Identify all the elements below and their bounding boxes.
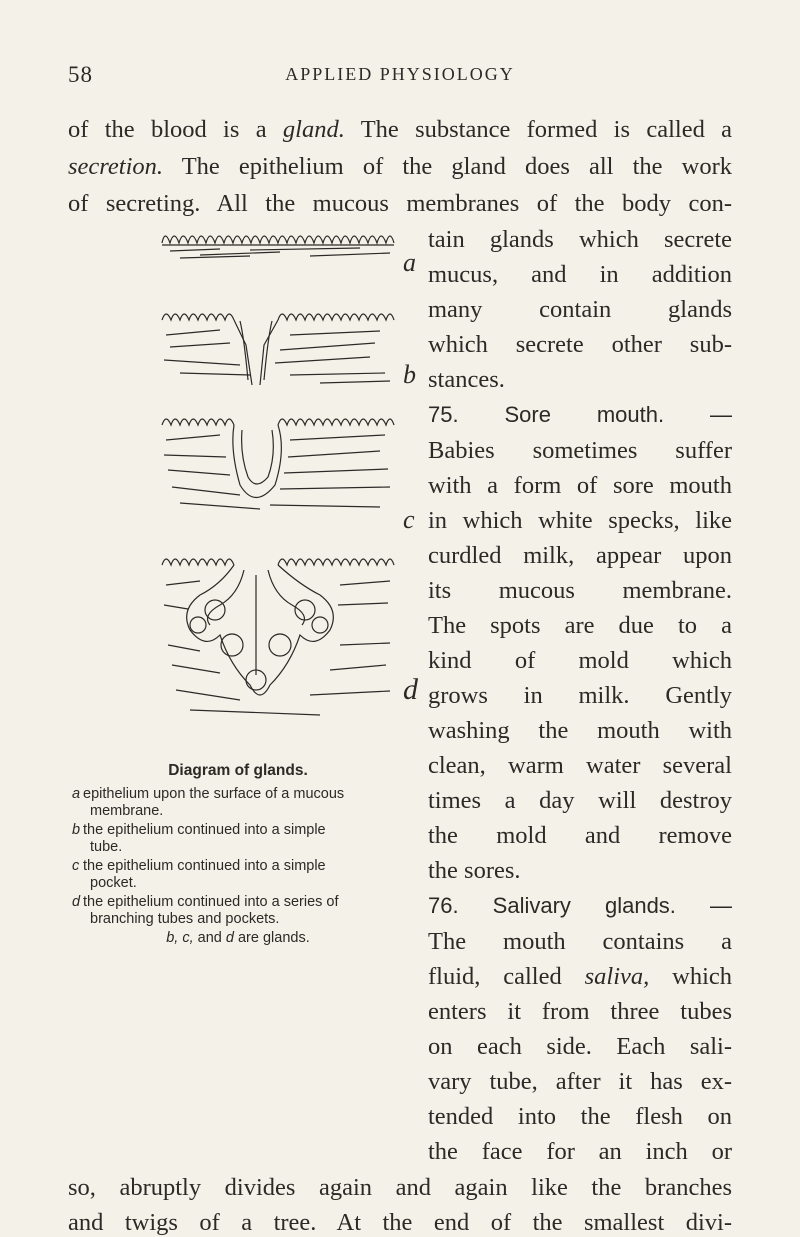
diagram-d <box>162 559 394 715</box>
text-line: of the blood is a gland. The substance formed is called a <box>68 116 732 143</box>
caption-closing: b, c, and d are glands. <box>166 930 310 946</box>
text-line: mucus, and in addition <box>428 261 732 288</box>
figure-label-c: c <box>403 505 415 534</box>
text-line: The spots are due to a <box>428 612 732 639</box>
text-line: its mucous membrane. <box>428 577 732 604</box>
text-line: tain glands which secrete <box>428 226 732 253</box>
text-line: many contain glands <box>428 296 732 323</box>
figure-label-d: d <box>403 673 418 706</box>
text-line: times a day will destroy <box>428 787 732 814</box>
text-line: washing the mouth with <box>428 717 732 744</box>
text-line: so, abruptly divides again and again like the branches <box>68 1174 732 1201</box>
caption-item: a epithelium upon the surface of a mucous membrane. <box>72 786 345 819</box>
text-line: stances. <box>428 366 505 393</box>
text-line: grows in milk. Gently <box>428 682 732 709</box>
text-line: The mouth contains a <box>428 928 732 955</box>
text-line: curdled milk, appear upon <box>428 542 732 569</box>
text-line: the mold and remove <box>428 822 732 849</box>
running-head: APPLIED PHYSIOLOGY <box>285 64 515 84</box>
text-line: of secreting. All the mucous membranes of the body con- <box>68 190 732 217</box>
text-line: tended into the flesh on <box>428 1103 732 1130</box>
page-number: 58 <box>68 62 93 87</box>
figure-label-a: a <box>403 248 416 277</box>
caption-item: b the epithelium continued into a simple tube. <box>72 822 326 855</box>
caption-item: c the epithelium continued into a simple pocket. <box>72 858 326 891</box>
text-line: Babies sometimes suffer <box>428 437 732 464</box>
text-line: clean, warm water several <box>428 752 732 779</box>
text-line: in which white specks, like <box>428 507 732 534</box>
section-heading-76: 76. Salivary glands. — <box>428 893 732 918</box>
text-line: the sores. <box>428 857 521 884</box>
text-line: and twigs of a tree. At the end of the smallest divi- <box>68 1209 732 1236</box>
text-line: fluid, called saliva, which <box>428 963 732 990</box>
section-heading-75: 75. Sore mouth. — <box>428 402 732 427</box>
figure-title: Diagram of glands. <box>168 762 308 779</box>
gland-diagram <box>160 225 400 740</box>
diagram-a <box>162 236 394 258</box>
text-line: vary tube, after it has ex- <box>428 1068 732 1095</box>
gland-diagram-svg <box>160 225 400 740</box>
text-line: with a form of sore mouth <box>428 472 732 499</box>
text-line: the face for an inch or <box>428 1138 732 1165</box>
diagram-b <box>162 314 394 385</box>
text-line: which secrete other sub- <box>428 331 732 358</box>
figure-label-b: b <box>403 360 416 389</box>
page-header <box>0 62 800 92</box>
text-line: secretion. The epithelium of the gland does all the work <box>68 153 732 180</box>
text-line: on each side. Each sali- <box>428 1033 732 1060</box>
text-line: kind of mold which <box>428 647 732 674</box>
caption-item: d the epithelium continued into a series of branching tubes and pockets. <box>72 894 339 927</box>
text-line: enters it from three tubes <box>428 998 732 1025</box>
diagram-c <box>162 419 394 509</box>
